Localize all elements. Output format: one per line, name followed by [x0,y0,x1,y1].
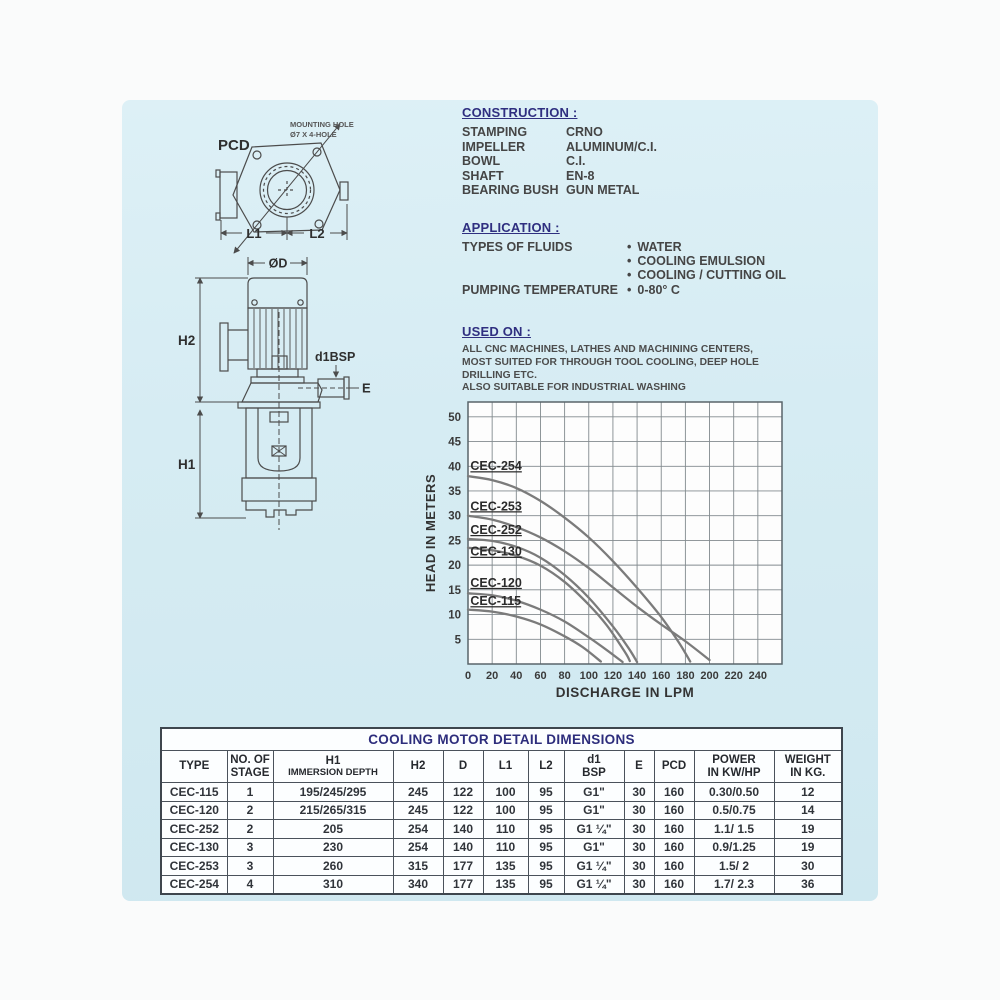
table-cell: 110 [483,820,528,839]
table-row [161,820,842,839]
used-on-line: ALL CNC MACHINES, LATHES AND MACHINING CENTERS, [462,344,753,355]
table-cell: 160 [654,783,694,802]
table-cell: 30 [624,857,654,876]
table-cell: CEC-120 [161,801,227,820]
spec-row [462,125,807,140]
table-cell: 95 [528,875,564,894]
application-label: PUMPING TEMPERATURE [462,282,619,297]
l2-label: L2 [309,226,325,241]
table-cell: 177 [443,875,483,894]
l1-label: L1 [246,226,262,241]
table-cell: 3 [227,838,273,857]
x-tick-label: 200 [700,670,719,682]
table-cell: 122 [443,801,483,820]
table-cell: 19 [774,838,842,857]
table-head [161,728,842,783]
table-cell: 95 [528,801,564,820]
d1bsp-label: d1BSP [315,350,356,364]
series-label-CEC-252: CEC-252 [470,522,522,537]
table-title: COOLING MOTOR DETAIL DIMENSIONS [161,728,842,751]
spec-row [462,140,807,155]
col-header [483,751,528,783]
table-cell: 1.1/ 1.5 [694,820,774,839]
performance-chart [422,392,802,704]
col-header-line: d1 [587,753,601,766]
table-cell: G1 ¼" [564,857,624,876]
x-tick-label: 40 [510,670,523,682]
y-tick-label: 40 [448,461,461,474]
table-cell: 30 [624,820,654,839]
table-cell: 245 [393,783,443,802]
spec-label: BEARING BUSH [462,183,559,198]
table-cell: 177 [443,857,483,876]
series-label-CEC-130: CEC-130 [470,544,522,559]
table-title-row [161,728,842,751]
e-label: E [362,380,371,396]
table-cell: 30 [624,838,654,857]
x-tick-label: 100 [579,670,598,682]
col-header-line: PCD [661,760,687,773]
y-tick-label: 20 [448,560,461,573]
table-row [161,838,842,857]
table-cell: 30 [624,801,654,820]
mounting-bracket [220,323,228,371]
table-cell: 30 [624,783,654,802]
y-tick-label: 35 [448,485,461,498]
series-label-CEC-120: CEC-120 [470,575,522,590]
spec-row [462,183,807,198]
od-label: ØD [268,256,288,271]
h2-label: H2 [178,333,196,348]
table-cell: 95 [528,838,564,857]
x-tick-label: 220 [724,670,743,682]
spec-value: EN-8 [566,168,595,183]
col-header-line: H1 [325,754,341,767]
table-cell: 36 [774,875,842,894]
x-tick-label: 180 [676,670,695,682]
used-on-lines [462,344,807,395]
table-cell: G1" [564,801,624,820]
mounting-hole-note-line2: Ø7 X 4-HOLE [290,130,337,139]
col-header [564,751,624,783]
y-tick-label: 5 [454,634,461,647]
pcd-label: PCD [218,137,250,154]
col-header-line: BSP [582,766,606,779]
table-cell: 215/265/315 [273,801,393,820]
application-section [462,220,807,297]
construction-section [462,105,807,198]
table-cell: 254 [393,838,443,857]
table-cell: CEC-253 [161,857,227,876]
used-on-section [462,324,807,395]
x-tick-label: 20 [486,670,499,682]
col-header-line: L1 [498,760,513,773]
used-on-heading: USED ON : [462,324,531,339]
outlet-stub [220,172,237,218]
col-header-line: E [635,760,643,773]
col-header [443,751,483,783]
table-cell: 95 [528,783,564,802]
table-cell: 12 [774,783,842,802]
table-cell: 2 [227,801,273,820]
col-header [624,751,654,783]
table-cell: 135 [483,875,528,894]
table-cell: 110 [483,838,528,857]
spec-row [462,169,807,184]
table-cell: 2 [227,820,273,839]
table-cell: 160 [654,857,694,876]
y-axis-title: HEAD IN METERS [423,473,438,593]
y-tick-label: 15 [448,584,461,597]
application-rows [462,240,807,297]
series-label-CEC-253: CEC-253 [470,499,522,514]
table-cell: CEC-254 [161,875,227,894]
spec-label: STAMPING [462,125,528,139]
x-tick-label: 140 [627,670,647,682]
application-row [462,283,807,297]
bullet-list [627,283,680,297]
table-row [161,857,842,876]
table-row [161,783,842,802]
table-cell: 30 [774,857,842,876]
y-tick-label: 50 [448,411,461,424]
col-header [273,751,393,783]
spec-value: C.I. [566,154,586,169]
table-cell: 195/245/295 [273,783,393,802]
table-cell: 260 [273,857,393,876]
spec-value: ALUMINUM/C.I. [566,139,657,154]
col-header [227,751,273,783]
spec-row [462,154,807,169]
col-header-line: TYPE [179,760,210,773]
table-cell: 0.30/0.50 [694,783,774,802]
col-header-line: NO. OF [230,753,270,766]
col-header-line: IN KW/HP [707,766,761,779]
table-body [161,783,842,895]
x-tick-label: 120 [603,670,623,682]
series-label-CEC-115: CEC-115 [470,594,522,609]
y-tick-label: 10 [448,609,461,622]
bullet-item: • WATER [627,240,786,254]
x-tick-label: 240 [748,670,768,682]
y-tick-label: 30 [448,510,461,523]
application-row [462,240,807,283]
table-cell: 245 [393,801,443,820]
pump-casing [242,383,322,402]
pump-side-view-drawing [170,250,405,545]
table-cell: 1 [227,783,273,802]
table-cell: G1" [564,838,624,857]
table-cell: 140 [443,820,483,839]
card [122,100,878,901]
bullet-item: • 0-80° C [627,283,680,297]
col-header [694,751,774,783]
table-cell: 160 [654,801,694,820]
col-header [161,751,227,783]
col-header-line: POWER [712,753,756,766]
table-cell: 1.5/ 2 [694,857,774,876]
table-cell: 1.7/ 2.3 [694,875,774,894]
table-cell: 254 [393,820,443,839]
table-cell: CEC-252 [161,820,227,839]
table-cell: 95 [528,857,564,876]
y-tick-label: 25 [448,535,461,548]
y-tick-label: 45 [448,436,461,449]
table-cell: 340 [393,875,443,894]
x-tick-label: 0 [464,670,472,682]
table-cell: 122 [443,783,483,802]
col-header-line: H2 [410,760,426,773]
table-cell: 95 [528,820,564,839]
dimensions-table [160,727,843,895]
table-cell: 140 [443,838,483,857]
table-row [161,875,842,894]
x-tick-label: 160 [652,670,671,682]
bullet-item: • COOLING EMULSION [627,254,786,268]
table-cell: 205 [273,820,393,839]
table-cell: G1 ¼" [564,820,624,839]
table-cell: 160 [654,820,694,839]
table-cell: 315 [393,857,443,876]
spec-value: CRNO [566,125,603,139]
table-header-row [161,751,842,783]
x-axis-title: DISCHARGE IN LPM [555,685,695,700]
series-label-CEC-254: CEC-254 [470,459,522,474]
spec-label: IMPELLER [462,139,526,154]
mounting-hole [253,151,261,159]
table-cell: 135 [483,857,528,876]
construction-rows [462,125,807,198]
col-header-line: L2 [539,760,553,773]
motor-fins-body [248,308,307,369]
mounting-hole-note-line1: MOUNTING HOLE [290,120,354,129]
table-cell: 100 [483,801,528,820]
table-cell: 310 [273,875,393,894]
table-cell: G1" [564,783,624,802]
used-on-line: MOST SUITED FOR THROUGH TOOL COOLING, DEEP HOLE DRILLING ETC. [462,356,759,381]
col-header [654,751,694,783]
spec-label: SHAFT [462,168,504,183]
table-cell: 19 [774,820,842,839]
col-header [774,751,842,783]
col-header-line: STAGE [230,766,270,779]
table-row [161,801,842,820]
col-header-line: IN KG. [790,766,826,779]
table-cell: 4 [227,875,273,894]
bullet-list [627,240,786,283]
flange-top-view-drawing [190,112,405,262]
table-cell: 14 [774,801,842,820]
table-cell: 160 [654,838,694,857]
col-header [528,751,564,783]
col-header-line: IMMERSION DEPTH [288,766,378,778]
spec-label: BOWL [462,154,501,169]
col-header-line: WEIGHT [784,753,831,766]
side-tab [340,182,348,200]
col-header [393,751,443,783]
used-on-line: ALSO SUITABLE FOR INDUSTRIAL WASHING [462,382,686,394]
h1-label: H1 [178,457,196,472]
table-cell: G1 ¼" [564,875,624,894]
table-cell: CEC-130 [161,838,227,857]
table-cell: 0.9/1.25 [694,838,774,857]
table-cell: CEC-115 [161,783,227,802]
table-cell: 230 [273,838,393,857]
x-tick-label: 60 [534,670,547,682]
x-tick-label: 80 [558,670,571,682]
table-cell: 100 [483,783,528,802]
bullet-item: • COOLING / CUTTING OIL [627,268,786,282]
table-cell: 3 [227,857,273,876]
table-cell: 30 [624,875,654,894]
construction-heading: CONSTRUCTION : [462,105,578,120]
col-header-line: D [458,760,468,773]
table-cell: 160 [654,875,694,894]
application-heading: APPLICATION : [462,220,560,235]
spec-value: GUN METAL [566,183,640,198]
table-cell: 0.5/0.75 [694,801,774,820]
application-label: TYPES OF FLUIDS [462,240,573,254]
